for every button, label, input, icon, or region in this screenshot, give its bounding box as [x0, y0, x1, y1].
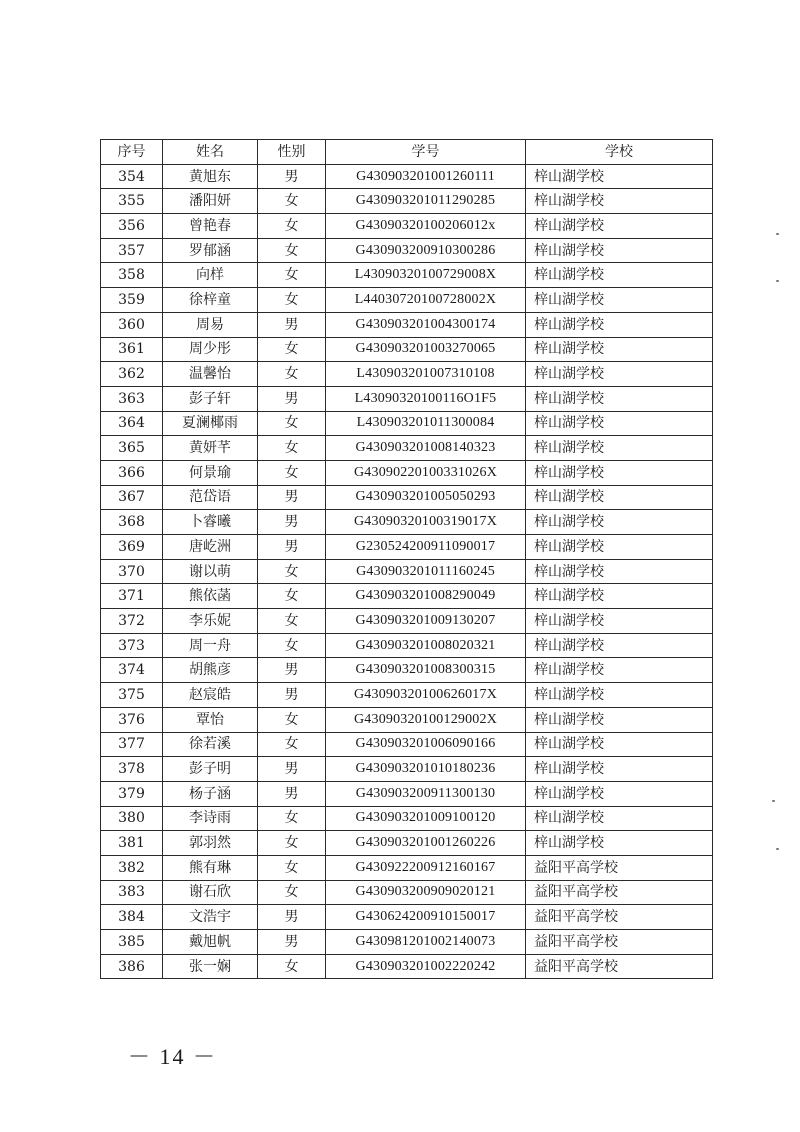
cell-school: 益阳平高学校 — [526, 880, 713, 905]
cell-name: 何景瑜 — [163, 460, 258, 485]
cell-serial: 360 — [101, 312, 163, 337]
cell-serial: 367 — [101, 485, 163, 510]
cell-gender: 女 — [258, 189, 326, 214]
cell-student-id: G430903201001260226 — [326, 831, 526, 856]
cell-gender: 女 — [258, 880, 326, 905]
cell-gender: 男 — [258, 658, 326, 683]
cell-student-id: L430903201007310108 — [326, 362, 526, 387]
table-row — [101, 386, 713, 411]
cell-gender: 男 — [258, 683, 326, 708]
table-row — [101, 707, 713, 732]
table-row — [101, 954, 713, 979]
cell-name: 李乐妮 — [163, 609, 258, 634]
cell-student-id: G430903201008290049 — [326, 584, 526, 609]
cell-school: 梓山湖学校 — [526, 806, 713, 831]
cell-name: 郭羽然 — [163, 831, 258, 856]
table-row — [101, 460, 713, 485]
cell-school: 梓山湖学校 — [526, 263, 713, 288]
cell-serial: 383 — [101, 880, 163, 905]
cell-student-id: G43090320100129002X — [326, 707, 526, 732]
cell-school: 梓山湖学校 — [526, 732, 713, 757]
table-row — [101, 880, 713, 905]
cell-school: 梓山湖学校 — [526, 214, 713, 239]
cell-school: 梓山湖学校 — [526, 362, 713, 387]
table-row — [101, 362, 713, 387]
cell-school: 梓山湖学校 — [526, 609, 713, 634]
cell-gender: 男 — [258, 386, 326, 411]
cell-student-id: G430903201008140323 — [326, 436, 526, 461]
cell-name: 杨子涵 — [163, 781, 258, 806]
cell-student-id: G430624200910150017 — [326, 905, 526, 930]
table-row — [101, 312, 713, 337]
cell-name: 周易 — [163, 312, 258, 337]
table-row — [101, 633, 713, 658]
cell-gender: 男 — [258, 535, 326, 560]
table-row — [101, 164, 713, 189]
table-row — [101, 831, 713, 856]
cell-student-id: G430903201011160245 — [326, 559, 526, 584]
cell-school: 益阳平高学校 — [526, 930, 713, 955]
cell-name: 曾艳春 — [163, 214, 258, 239]
cell-serial: 386 — [101, 954, 163, 979]
cell-name: 唐屹洲 — [163, 535, 258, 560]
cell-school: 梓山湖学校 — [526, 831, 713, 856]
cell-serial: 380 — [101, 806, 163, 831]
scan-speck — [776, 848, 779, 850]
cell-school: 梓山湖学校 — [526, 436, 713, 461]
table-row — [101, 535, 713, 560]
header-student-id: 学号 — [326, 140, 526, 165]
cell-student-id: G430903201009130207 — [326, 609, 526, 634]
table-row — [101, 436, 713, 461]
cell-gender: 女 — [258, 288, 326, 313]
cell-serial: 357 — [101, 238, 163, 263]
cell-name: 温馨怡 — [163, 362, 258, 387]
cell-serial: 375 — [101, 683, 163, 708]
cell-serial: 377 — [101, 732, 163, 757]
cell-serial: 385 — [101, 930, 163, 955]
cell-gender: 女 — [258, 559, 326, 584]
cell-name: 谢石欣 — [163, 880, 258, 905]
cell-gender: 女 — [258, 855, 326, 880]
table-row — [101, 238, 713, 263]
table-row — [101, 806, 713, 831]
cell-name: 向样 — [163, 263, 258, 288]
cell-school: 梓山湖学校 — [526, 633, 713, 658]
cell-name: 覃怡 — [163, 707, 258, 732]
header-serial: 序号 — [101, 140, 163, 165]
cell-student-id: G430903201005050293 — [326, 485, 526, 510]
cell-student-id: G430903201008300315 — [326, 658, 526, 683]
cell-serial: 371 — [101, 584, 163, 609]
cell-name: 胡熊彦 — [163, 658, 258, 683]
cell-name: 徐若溪 — [163, 732, 258, 757]
table-row — [101, 658, 713, 683]
cell-name: 卜睿曦 — [163, 510, 258, 535]
cell-student-id: G43090320100319017X — [326, 510, 526, 535]
table-row — [101, 757, 713, 782]
cell-student-id: G430903201009100120 — [326, 806, 526, 831]
cell-school: 梓山湖学校 — [526, 559, 713, 584]
cell-gender: 男 — [258, 312, 326, 337]
cell-school: 梓山湖学校 — [526, 189, 713, 214]
cell-student-id: L44030720100728002X — [326, 288, 526, 313]
cell-serial: 374 — [101, 658, 163, 683]
cell-name: 张一娴 — [163, 954, 258, 979]
cell-gender: 男 — [258, 510, 326, 535]
cell-gender: 女 — [258, 411, 326, 436]
cell-gender: 男 — [258, 757, 326, 782]
cell-student-id: G430903201006090166 — [326, 732, 526, 757]
cell-gender: 男 — [258, 781, 326, 806]
cell-school: 梓山湖学校 — [526, 337, 713, 362]
cell-gender: 女 — [258, 732, 326, 757]
cell-gender: 女 — [258, 436, 326, 461]
cell-serial: 361 — [101, 337, 163, 362]
cell-serial: 366 — [101, 460, 163, 485]
cell-serial: 365 — [101, 436, 163, 461]
cell-student-id: G430903201004300174 — [326, 312, 526, 337]
cell-gender: 女 — [258, 633, 326, 658]
cell-name: 范岱语 — [163, 485, 258, 510]
table-row — [101, 855, 713, 880]
cell-student-id: G430903201003270065 — [326, 337, 526, 362]
cell-school: 梓山湖学校 — [526, 312, 713, 337]
cell-serial: 356 — [101, 214, 163, 239]
cell-name: 赵宸皓 — [163, 683, 258, 708]
cell-gender: 男 — [258, 930, 326, 955]
cell-gender: 女 — [258, 584, 326, 609]
table-row — [101, 263, 713, 288]
header-name: 姓名 — [163, 140, 258, 165]
cell-serial: 355 — [101, 189, 163, 214]
cell-school: 益阳平高学校 — [526, 905, 713, 930]
cell-student-id: L430903201011300084 — [326, 411, 526, 436]
cell-name: 熊依菡 — [163, 584, 258, 609]
cell-name: 熊有琳 — [163, 855, 258, 880]
table-row — [101, 288, 713, 313]
cell-school: 梓山湖学校 — [526, 411, 713, 436]
table-row — [101, 559, 713, 584]
cell-serial: 376 — [101, 707, 163, 732]
cell-name: 黄旭东 — [163, 164, 258, 189]
cell-name: 周一舟 — [163, 633, 258, 658]
cell-name: 文浩宇 — [163, 905, 258, 930]
cell-name: 黄妍芊 — [163, 436, 258, 461]
scan-speck — [772, 800, 775, 802]
cell-student-id: G430903200910300286 — [326, 238, 526, 263]
cell-gender: 女 — [258, 460, 326, 485]
cell-serial: 373 — [101, 633, 163, 658]
cell-student-id: G430903201001260111 — [326, 164, 526, 189]
table-row — [101, 683, 713, 708]
cell-school: 梓山湖学校 — [526, 707, 713, 732]
table-row — [101, 485, 713, 510]
cell-serial: 354 — [101, 164, 163, 189]
page-number: － 14 － — [128, 1044, 218, 1069]
cell-school: 梓山湖学校 — [526, 288, 713, 313]
table-row — [101, 584, 713, 609]
cell-serial: 384 — [101, 905, 163, 930]
cell-gender: 女 — [258, 831, 326, 856]
cell-student-id: G43090320100626017X — [326, 683, 526, 708]
cell-student-id: G430903200911300130 — [326, 781, 526, 806]
cell-student-id: G43090220100331026X — [326, 460, 526, 485]
cell-student-id: G430903201002220242 — [326, 954, 526, 979]
cell-gender: 男 — [258, 905, 326, 930]
cell-gender: 女 — [258, 954, 326, 979]
table-row — [101, 214, 713, 239]
cell-serial: 378 — [101, 757, 163, 782]
cell-serial: 362 — [101, 362, 163, 387]
cell-school: 梓山湖学校 — [526, 757, 713, 782]
table-row — [101, 411, 713, 436]
cell-student-id: G430903201010180236 — [326, 757, 526, 782]
header-gender: 性别 — [258, 140, 326, 165]
table-row — [101, 930, 713, 955]
cell-school: 益阳平高学校 — [526, 855, 713, 880]
cell-school: 梓山湖学校 — [526, 238, 713, 263]
cell-gender: 女 — [258, 263, 326, 288]
cell-student-id: L43090320100729008X — [326, 263, 526, 288]
cell-serial: 369 — [101, 535, 163, 560]
cell-student-id: G430903201008020321 — [326, 633, 526, 658]
cell-school: 梓山湖学校 — [526, 683, 713, 708]
table-row — [101, 781, 713, 806]
cell-school: 梓山湖学校 — [526, 460, 713, 485]
cell-serial: 372 — [101, 609, 163, 634]
cell-school: 梓山湖学校 — [526, 658, 713, 683]
cell-name: 戴旭帆 — [163, 930, 258, 955]
cell-serial: 359 — [101, 288, 163, 313]
cell-school: 梓山湖学校 — [526, 781, 713, 806]
table-row — [101, 609, 713, 634]
cell-serial: 381 — [101, 831, 163, 856]
cell-school: 梓山湖学校 — [526, 510, 713, 535]
cell-name: 罗郁涵 — [163, 238, 258, 263]
cell-name: 夏澜椰雨 — [163, 411, 258, 436]
table-row — [101, 189, 713, 214]
cell-student-id: G230524200911090017 — [326, 535, 526, 560]
cell-student-id: G430903200909020121 — [326, 880, 526, 905]
table-row — [101, 337, 713, 362]
cell-serial: 382 — [101, 855, 163, 880]
cell-gender: 男 — [258, 485, 326, 510]
cell-gender: 女 — [258, 806, 326, 831]
scan-speck — [776, 280, 779, 282]
cell-student-id: G430922200912160167 — [326, 855, 526, 880]
cell-gender: 女 — [258, 214, 326, 239]
table-row — [101, 905, 713, 930]
cell-gender: 女 — [258, 362, 326, 387]
cell-gender: 女 — [258, 609, 326, 634]
cell-name: 彭子明 — [163, 757, 258, 782]
cell-school: 梓山湖学校 — [526, 535, 713, 560]
cell-name: 徐梓童 — [163, 288, 258, 313]
cell-serial: 358 — [101, 263, 163, 288]
cell-student-id: G430903201011290285 — [326, 189, 526, 214]
cell-gender: 男 — [258, 164, 326, 189]
cell-school: 梓山湖学校 — [526, 485, 713, 510]
cell-name: 谢以萌 — [163, 559, 258, 584]
cell-name: 周少彤 — [163, 337, 258, 362]
header-school: 学校 — [526, 140, 713, 165]
table-header-row — [101, 140, 713, 165]
cell-serial: 370 — [101, 559, 163, 584]
cell-gender: 女 — [258, 238, 326, 263]
cell-serial: 368 — [101, 510, 163, 535]
cell-name: 彭子轩 — [163, 386, 258, 411]
cell-name: 潘阳妍 — [163, 189, 258, 214]
cell-serial: 364 — [101, 411, 163, 436]
table-row — [101, 510, 713, 535]
cell-name: 李诗雨 — [163, 806, 258, 831]
student-roster-table — [100, 139, 713, 979]
cell-gender: 女 — [258, 337, 326, 362]
cell-gender: 女 — [258, 707, 326, 732]
cell-school: 梓山湖学校 — [526, 164, 713, 189]
cell-school: 益阳平高学校 — [526, 954, 713, 979]
cell-school: 梓山湖学校 — [526, 584, 713, 609]
cell-serial: 379 — [101, 781, 163, 806]
cell-student-id: G43090320100206012x — [326, 214, 526, 239]
table-body — [101, 164, 713, 979]
cell-student-id: L43090320100116O1F5 — [326, 386, 526, 411]
cell-school: 梓山湖学校 — [526, 386, 713, 411]
table-row — [101, 732, 713, 757]
cell-student-id: G430981201002140073 — [326, 930, 526, 955]
scan-speck — [776, 233, 779, 235]
cell-serial: 363 — [101, 386, 163, 411]
